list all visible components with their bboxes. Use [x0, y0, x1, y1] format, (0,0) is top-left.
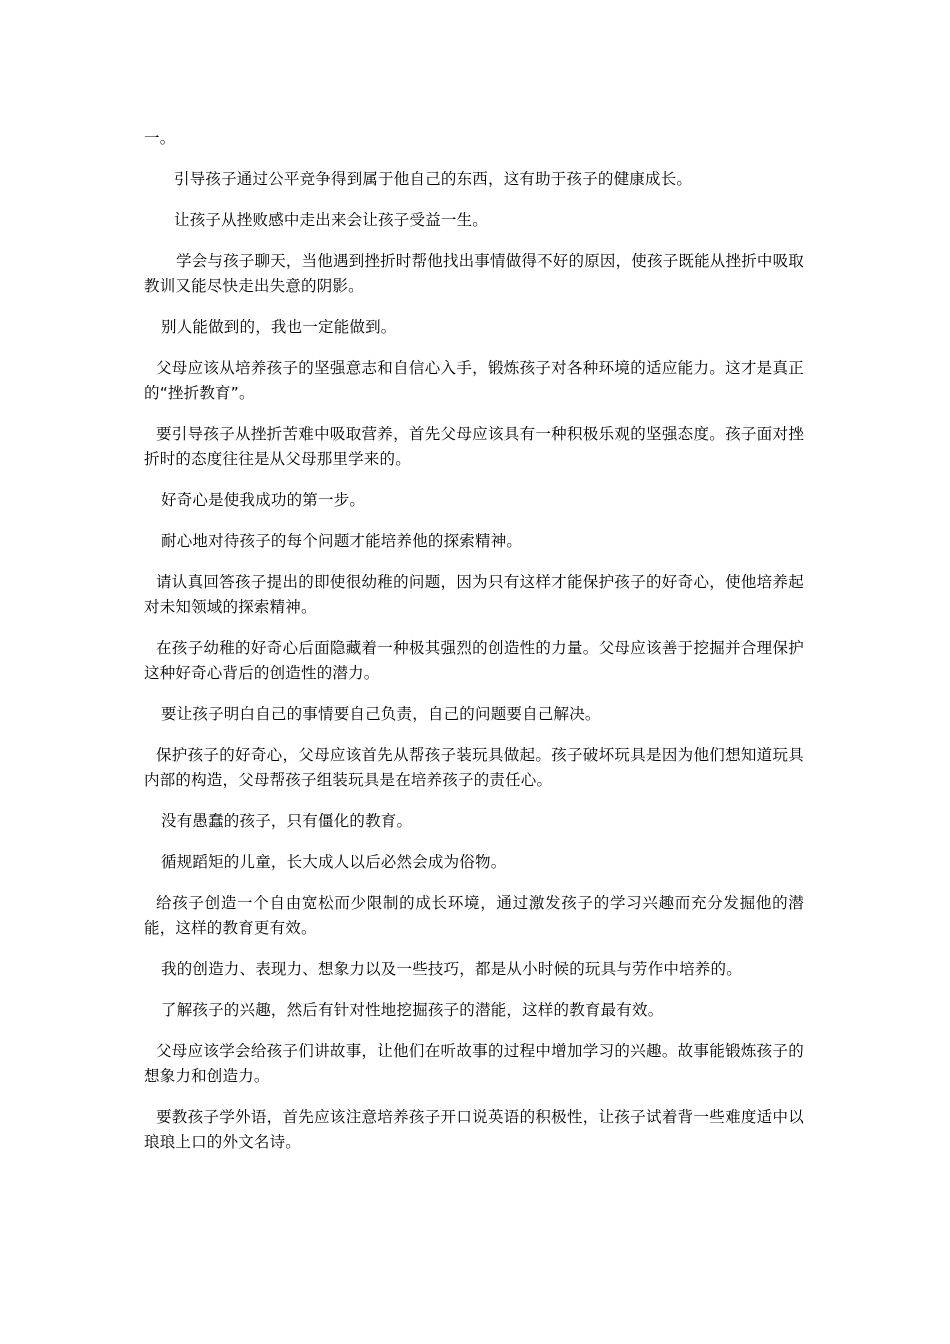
- paragraph-2: 引导孩子通过公平竞争得到属于他自己的东西，这有助于孩子的健康成长。: [174, 170, 693, 188]
- paragraph-8: 好奇心是使我成功的第一步。: [161, 491, 366, 509]
- paragraph-19: 父母应该学会给孩子们讲故事，让他们在听故事的过程中增加学习的兴趣。故事能锻炼孩子的想象力和创造力。: [144, 1042, 804, 1085]
- paragraph-10: 请认真回答孩子提出的即使很幼稚的问题，因为只有这样才能保护孩子的好奇心，使他培养起对未知领域的探索精神。: [144, 573, 804, 616]
- paragraph-3: 让孩子从挫败感中走出来会让孩子受益一生。: [174, 211, 489, 229]
- paragraph-6: 父母应该从培养孩子的坚强意志和自信心入手，锻炼孩子对各种环境的适应能力。这才是真正的“挫折教育”。: [144, 359, 804, 402]
- paragraph-9: 耐心地对待孩子的每个问题才能培养他的探索精神。: [161, 532, 523, 550]
- paragraph-14: 没有愚蠢的孩子，只有僵化的教育。: [161, 812, 413, 830]
- paragraph-4: 学会与孩子聊天，当他遇到挫折时帮他找出事情做得不好的原因，使孩子既能从挫折中吸取教训又能尽快走出失意的阴影。: [144, 252, 805, 295]
- paragraph-5: 别人能做到的，我也一定能做到。: [161, 318, 397, 336]
- paragraph-1: 一。: [144, 129, 176, 147]
- document-body: [144, 126, 804, 1171]
- paragraph-13: 保护孩子的好奇心，父母应该首先从帮孩子装玩具做起。孩子破坏玩具是因为他们想知道玩具内部的构造，父母帮孩子组装玩具是在培养孩子的责任心。: [144, 746, 804, 789]
- paragraph-16: 给孩子创造一个自由宽松而少限制的成长环境，通过激发孩子的学习兴趣而充分发掘他的潜能，这样的教育更有效。: [144, 894, 804, 937]
- paragraph-20: 要教孩子学外语，首先应该注意培养孩子开口说英语的积极性，让孩子试着背一些难度适中以琅琅上口的外文名诗。: [144, 1108, 804, 1151]
- paragraph-7: 要引导孩子从挫折苦难中吸取营养，首先父母应该具有一种积极乐观的坚强态度。孩子面对挫折时的态度往往是从父母那里学来的。: [144, 425, 804, 468]
- paragraph-15: 循规蹈矩的儿童，长大成人以后必然会成为俗物。: [161, 853, 507, 871]
- paragraph-17: 我的创造力、表现力、想象力以及一些技巧，都是从小时候的玩具与劳作中培养的。: [161, 960, 742, 978]
- paragraph-11: 在孩子幼稚的好奇心后面隐藏着一种极其强烈的创造性的力量。父母应该善于挖掘并合理保护这种好奇心背后的创造性的潜力。: [144, 639, 804, 682]
- paragraph-12: 要让孩子明白自己的事情要自己负责，自己的问题要自己解决。: [161, 705, 601, 723]
- paragraph-18: 了解孩子的兴趣，然后有针对性地挖掘孩子的潜能，这样的教育最有效。: [161, 1001, 664, 1019]
